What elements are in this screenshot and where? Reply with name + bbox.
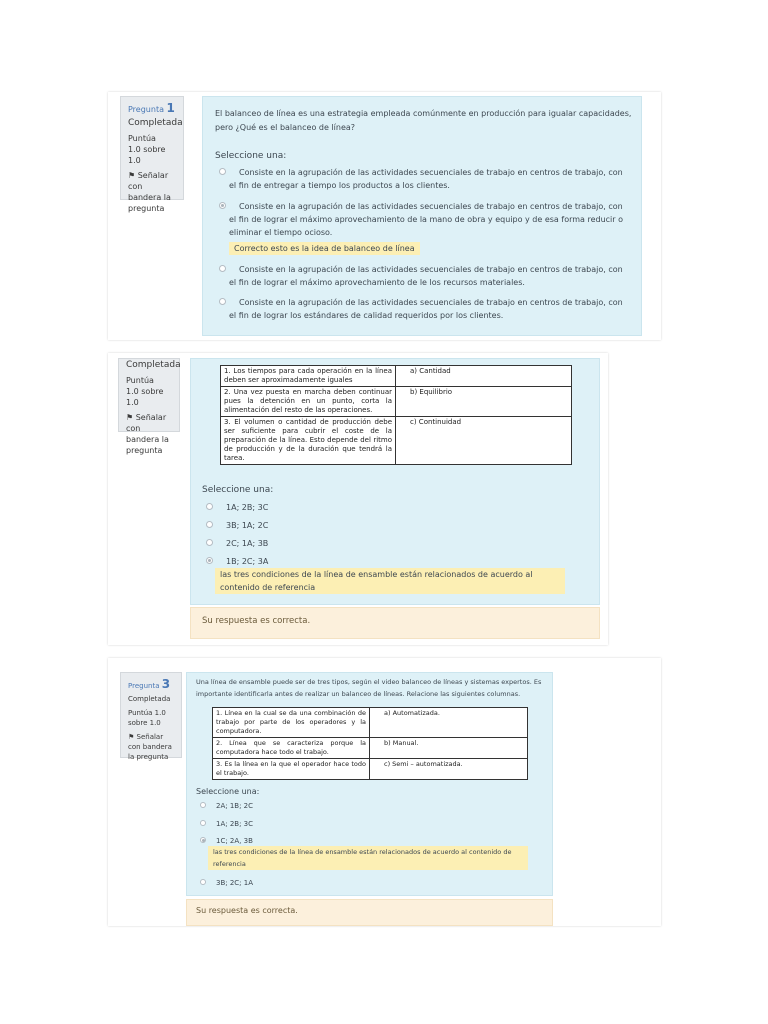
matching-table xyxy=(220,365,572,465)
answer-option-a[interactable]: Consiste en la agrupación de las actividades secuenciales de trabajo en centros de trabajo, con el fin de entregar a tiempo los productos a los clientes. xyxy=(229,168,623,190)
question-info-2 xyxy=(118,358,181,455)
select-one-prompt: Seleccione una: xyxy=(196,787,260,796)
answer-radio-b[interactable] xyxy=(200,820,206,826)
question-grade: Puntúa 1.0 sobre 1.0 xyxy=(128,134,166,165)
flag-icon: ⚑ xyxy=(126,413,134,422)
question-info-1 xyxy=(120,96,184,213)
table-row xyxy=(221,366,572,387)
question-state: Completada xyxy=(128,118,183,128)
flag-icon: ⚑ xyxy=(128,171,136,180)
table-cell-option: b) Manual. xyxy=(370,738,528,759)
answer-option-a[interactable]: 1A; 2B; 3C xyxy=(226,503,269,512)
question-grade: Puntúa 1.0 sobre 1.0 xyxy=(126,376,164,407)
table-cell-statement: 3. Es la línea en la que el operador hace todo el trabajo. xyxy=(213,759,370,780)
flag-question-link[interactable]: ⚑ Señalar con bandera la pregunta xyxy=(128,733,172,761)
answer-option-a[interactable]: 2A; 1B; 2C xyxy=(216,802,254,810)
table-row xyxy=(213,708,528,738)
answer-radio-d[interactable] xyxy=(200,879,206,885)
result-message: Su respuesta es correcta. xyxy=(186,899,553,926)
answer-option-d[interactable]: 1B; 2C; 3A xyxy=(226,557,269,566)
answer-radio-d[interactable] xyxy=(206,557,213,564)
question-state: Completada xyxy=(126,360,181,370)
table-cell-option: a) Automatizada. xyxy=(370,708,528,738)
table-cell-option: b) Equilibrio xyxy=(396,387,572,417)
select-one-prompt: Seleccione una: xyxy=(215,151,287,161)
answer-option-d[interactable]: 3B; 2C; 1A xyxy=(216,879,254,887)
answer-radio-b[interactable] xyxy=(206,521,213,528)
answer-feedback: Correcto esto es la idea de balanceo de línea xyxy=(229,242,420,255)
question-content-1 xyxy=(202,96,642,336)
answer-feedback: las tres condiciones de la línea de ensamble están relacionados de acuerdo al contenido de referencia xyxy=(208,846,528,870)
question-number: Pregunta 1 xyxy=(128,101,175,115)
matching-table xyxy=(212,707,528,780)
answer-radio-c[interactable] xyxy=(206,539,213,546)
table-cell-statement: 2. Una vez puesta en marcha deben continuar pues la detención en un punto, corta la alimentación del resto de las operaciones. xyxy=(221,387,396,417)
answer-radio-a[interactable] xyxy=(200,802,206,808)
question-text: El balanceo de línea es una estrategia empleada comúnmente en producción para igualar capacidades, pero ¿Qué es el balanceo de línea? xyxy=(215,109,632,132)
answer-radio-c[interactable] xyxy=(219,265,226,272)
table-row xyxy=(221,417,572,465)
table-cell-option: a) Cantidad xyxy=(396,366,572,387)
table-cell-statement: 1. Los tiempos para cada operación en la línea deben ser aproximadamente iguales xyxy=(221,366,396,387)
answer-option-b[interactable]: 1A; 2B; 3C xyxy=(216,820,254,828)
answer-option-c[interactable]: 1C; 2A, 3B xyxy=(216,837,253,845)
table-row xyxy=(213,738,528,759)
answer-radio-a[interactable] xyxy=(219,168,226,175)
answer-option-d[interactable]: Consiste en la agrupación de las actividades secuenciales de trabajo en centros de trabajo, con el fin de lograr los estándares de calidad requeridos por los clientes. xyxy=(229,298,623,320)
table-cell-statement: 2. Línea que se caracteriza porque la computadora hace todo el trabajo. xyxy=(213,738,370,759)
table-row xyxy=(221,387,572,417)
question-content-2 xyxy=(190,358,600,605)
question-number: Pregunta 3 xyxy=(128,677,171,691)
answer-feedback: las tres condiciones de la línea de ensamble están relacionados de acuerdo al contenido de referencia xyxy=(215,568,565,594)
answer-radio-c[interactable] xyxy=(200,837,206,843)
table-cell-statement: 3. El volumen o cantidad de producción debe ser suficiente para cubrir el coste de la preparación de la línea. Esto depende del ritmo de producción y de la duración que tendrá la tarea. xyxy=(221,417,396,465)
flag-question-link[interactable]: ⚑ Señalar con bandera la pregunta xyxy=(128,171,171,213)
answer-option-b[interactable]: 3B; 1A; 2C xyxy=(226,521,269,530)
table-cell-statement: 1. Línea en la cual se da una combinación de trabajo por parte de los operadores y la computadora. xyxy=(213,708,370,738)
table-cell-option: c) Continuidad xyxy=(396,417,572,465)
answer-radio-a[interactable] xyxy=(206,503,213,510)
flag-icon: ⚑ xyxy=(128,733,135,741)
question-state: Completada xyxy=(128,695,171,703)
flag-question-link[interactable]: ⚑ Señalar con bandera la pregunta xyxy=(126,413,169,455)
question-text: Una línea de ensamble puede ser de tres tipos, según el video balanceo de líneas y sistemas expertos. Es importante identificarla antes de realizar un balanceo de líneas. Relacione las siguientes columnas. xyxy=(196,678,542,698)
question-content-3 xyxy=(186,672,553,896)
answer-radio-d[interactable] xyxy=(219,298,226,305)
answer-option-c[interactable]: 2C; 1A; 3B xyxy=(226,539,269,548)
answer-option-b[interactable]: Consiste en la agrupación de las actividades secuenciales de trabajo en centros de trabajo, con el fin de lograr el máximo aprovechamiento de la mano de obra y equipo y de esa forma reducir o eliminar el tiempo ocioso. xyxy=(229,202,624,237)
table-row xyxy=(213,759,528,780)
question-grade: Puntúa 1.0 sobre 1.0 xyxy=(128,709,166,727)
question-info-3 xyxy=(120,672,182,761)
answer-radio-b[interactable] xyxy=(219,202,226,209)
select-one-prompt: Seleccione una: xyxy=(202,485,274,495)
table-cell-option: c) Semi – automatizada. xyxy=(370,759,528,780)
result-message: Su respuesta es correcta. xyxy=(190,607,600,639)
answer-option-c[interactable]: Consiste en la agrupación de las actividades secuenciales de trabajo en centros de trabajo, con el fin de lograr el máximo aprovechamiento de le los recursos materiales. xyxy=(229,265,623,287)
